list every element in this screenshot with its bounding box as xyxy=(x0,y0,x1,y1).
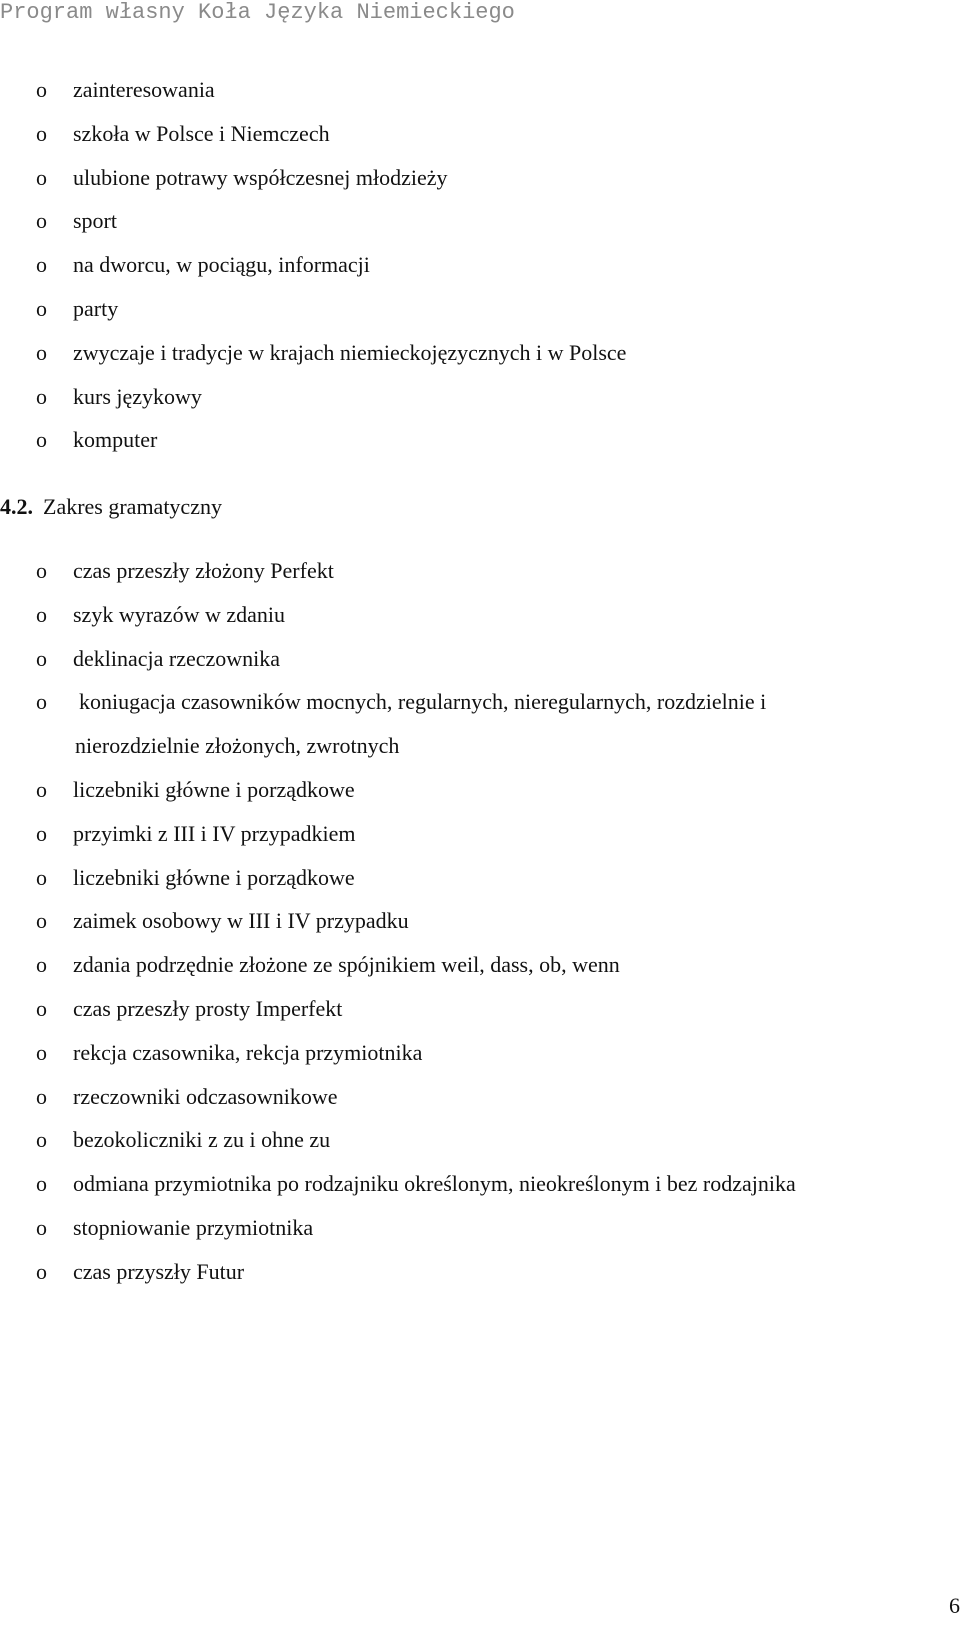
list-item-text: zainteresowania xyxy=(73,77,215,102)
list-item-text: zaimek osobowy w III i IV przypadku xyxy=(73,908,409,934)
list-item xyxy=(36,1206,916,1250)
list-item xyxy=(36,112,626,156)
list-item-text: czas przyszły Futur xyxy=(73,1258,245,1284)
bullet-marker: o xyxy=(36,689,47,715)
list-item-text: czas przeszły prosty Imperfekt xyxy=(73,995,343,1021)
section-number: 4.2. xyxy=(0,494,33,519)
list-item xyxy=(36,812,916,856)
page-number: 6 xyxy=(949,1593,960,1618)
bullet-marker: o xyxy=(36,1258,47,1284)
list-item xyxy=(36,156,626,200)
list-item-text: sport xyxy=(73,208,117,234)
bullet-marker: o xyxy=(36,427,47,453)
list-item-text: zdania podrzędnie złożone ze spójnikiem weil, dass, ob, wenn xyxy=(73,952,620,978)
list-item xyxy=(36,1250,916,1294)
list-item-text: ulubione potrawy współczesnej młodzieży xyxy=(73,164,448,190)
list-item xyxy=(36,899,916,943)
list-item xyxy=(36,68,626,112)
topics-list xyxy=(36,68,626,462)
list-item xyxy=(36,1118,916,1162)
bullet-marker: o xyxy=(36,1171,47,1197)
list-item-text: rzeczowniki odczasownikowe xyxy=(73,1083,338,1109)
running-header-title: Program własny Koła Języka Niemieckiego xyxy=(0,0,515,25)
list-item-text: zwyczaje i tradycje w krajach niemieckojęzycznych i w Polsce xyxy=(73,339,627,365)
list-item-text: bezokoliczniki z zu i ohne zu xyxy=(73,1127,331,1153)
bullet-marker: o xyxy=(36,383,47,409)
bullet-marker: o xyxy=(36,952,47,978)
list-item xyxy=(36,768,916,812)
list-item xyxy=(36,1075,916,1119)
list-item xyxy=(36,1162,916,1206)
bullet-marker: o xyxy=(36,1214,47,1240)
list-item-text: koniugacja czasowników mocnych, regularnych, nieregularnych, rozdzielnie i xyxy=(79,689,767,715)
grammar-list xyxy=(36,549,916,1294)
list-item xyxy=(36,943,916,987)
bullet-marker: o xyxy=(36,1083,47,1109)
bullet-marker: o xyxy=(36,295,47,321)
list-item-text: przyimki z III i IV przypadkiem xyxy=(73,820,356,846)
list-item-text: na dworcu, w pociągu, informacji xyxy=(73,252,370,278)
list-item xyxy=(36,987,916,1031)
list-item xyxy=(36,287,626,331)
bullet-marker: o xyxy=(36,776,47,802)
bullet-marker: o xyxy=(36,1039,47,1065)
list-item xyxy=(36,418,626,462)
list-item-text: liczebniki główne i porządkowe xyxy=(73,776,355,802)
bullet-marker: o xyxy=(36,864,47,890)
bullet-marker: o xyxy=(36,164,47,190)
bullet-marker: o xyxy=(36,252,47,278)
bullet-marker: o xyxy=(36,120,47,146)
list-item-text: czas przeszły złożony Perfekt xyxy=(73,558,334,583)
list-item xyxy=(36,593,916,637)
bullet-marker: o xyxy=(36,208,47,234)
list-item xyxy=(36,680,916,768)
list-item-text: deklinacja rzeczownika xyxy=(73,645,281,671)
list-item xyxy=(36,331,626,375)
list-item xyxy=(36,375,626,419)
bullet-marker: o xyxy=(36,645,47,671)
bullet-marker: o xyxy=(36,1127,47,1153)
list-item xyxy=(36,856,916,900)
list-item xyxy=(36,1031,916,1075)
bullet-marker: o xyxy=(36,820,47,846)
list-item xyxy=(36,549,916,593)
bullet-marker: o xyxy=(36,601,47,627)
list-item-text: stopniowanie przymiotnika xyxy=(73,1214,314,1240)
list-item-text: party xyxy=(73,295,119,321)
list-item xyxy=(36,637,916,681)
bullet-marker: o xyxy=(36,995,47,1021)
list-item-text: rekcja czasownika, rekcja przymiotnika xyxy=(73,1039,423,1065)
list-item-text: szkoła w Polsce i Niemczech xyxy=(73,120,330,146)
list-item xyxy=(36,243,626,287)
list-item-text: kurs językowy xyxy=(73,383,202,409)
list-item-continuation: nierozdzielnie złożonych, zwrotnych xyxy=(75,733,400,759)
bullet-marker: o xyxy=(36,908,47,934)
bullet-marker: o xyxy=(36,77,47,102)
section-heading xyxy=(0,485,222,529)
section-title: Zakres gramatyczny xyxy=(43,494,222,519)
bullet-marker: o xyxy=(36,558,47,583)
list-item xyxy=(36,199,626,243)
list-item-text: komputer xyxy=(73,427,158,453)
list-item-text: odmiana przymiotnika po rodzajniku określonym, nieokreślonym i bez rodzajnika xyxy=(73,1171,796,1197)
list-item-text: szyk wyrazów w zdaniu xyxy=(73,601,285,627)
bullet-marker: o xyxy=(36,339,47,365)
list-item-text: liczebniki główne i porządkowe xyxy=(73,864,355,890)
